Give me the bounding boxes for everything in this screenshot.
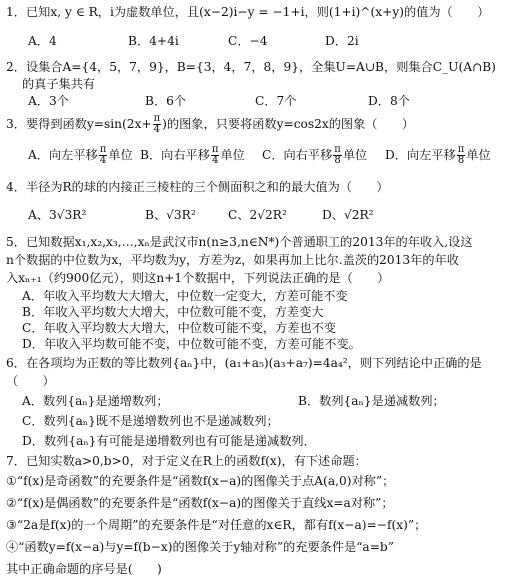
q1-option-d: D．2i bbox=[325, 34, 359, 48]
q7-item-2: ②“f(x)是偶函数”的充要条件是“函数f(x−a)的图像关于直线x=a对称”； bbox=[6, 496, 394, 510]
q4-option-b: B、√3R² bbox=[145, 208, 196, 222]
q2-option-b: B．6个 bbox=[145, 94, 187, 108]
q3-a-post: 单位 bbox=[108, 148, 133, 162]
q4-option-c: C、2√2R² bbox=[228, 208, 287, 222]
q5-option-d: D．年收入平均数可能不变，中位数可能不变，方差可能不变。 bbox=[22, 337, 361, 351]
q2-option-c: C．7个 bbox=[255, 94, 297, 108]
q5-stem-line-3: 入xₙ₊₁（约900亿元），则这n+1个数据中，下列说法正确的是（ ） bbox=[6, 271, 390, 285]
q3-b-post: 单位 bbox=[220, 148, 245, 162]
q2-stem-cont: 的真子集共有 bbox=[22, 77, 96, 91]
q3-d-num: π bbox=[457, 144, 465, 155]
q3-c-fraction bbox=[333, 145, 342, 166]
q4-stem: 4．半径为R的球的内接正三棱柱的三个侧面积之和的最大值为（ ） bbox=[6, 180, 389, 194]
q3-b-den: 4 bbox=[212, 155, 219, 166]
q2-stem: 2．设集合A={4，5，7，9}，B={3，4，7，8，9}，全集U=A∪B，则集合C_U(A∩B) bbox=[6, 60, 496, 74]
q3-option-a bbox=[28, 145, 133, 166]
q3-a-pre: A．向左平移 bbox=[28, 148, 98, 162]
q3-c-num: π bbox=[334, 144, 341, 155]
q6-stem: 6．在各项均为正数的等比数列{aₙ}中，(a₁+a₅)(a₃+a₇)=4a₄²，则下列结论中正确的是 bbox=[6, 356, 482, 370]
q3-stem-part-b: )的图象，只要将函数y=cos2x的图象（ ） bbox=[162, 117, 415, 131]
q5-stem-line-1: 5．已知数据x₁,x₂,x₃,…,xₙ是武汉市n(n≥3,n∈N*)个普通职工的2013年的年收入,设这 bbox=[6, 235, 473, 249]
q5-option-c: C．年收入平均数大大增大，中位数可能不变，方差也不变 bbox=[22, 321, 337, 335]
q3-stem-frac-num: π bbox=[153, 113, 161, 124]
q7-stem: 7．已知实数a>0,b>0，对于定义在R上的函数f(x)，有下述命题： bbox=[6, 454, 367, 468]
q3-c-pre: C．向右平移 bbox=[262, 148, 333, 162]
q5-option-b: B．年收入平均数大大增大，中位数可能不变，方差变大 bbox=[22, 305, 324, 319]
q2-option-a: A．3个 bbox=[28, 94, 69, 108]
q3-b-fraction bbox=[211, 145, 220, 166]
q6-option-b: B．数列{aₙ}是递减数列； bbox=[298, 394, 445, 408]
q7-tail: 其中正确命题的序号是( ) bbox=[6, 562, 162, 576]
q3-b-num: π bbox=[211, 144, 219, 155]
q1-option-c: C．−4 bbox=[228, 34, 268, 48]
q3-stem-frac-den: 4 bbox=[153, 124, 161, 135]
q3-option-d bbox=[385, 145, 491, 166]
q3-d-post: 单位 bbox=[466, 148, 491, 162]
q3-b-pre: B．向右平移 bbox=[140, 148, 210, 162]
q3-a-num: π bbox=[99, 144, 107, 155]
q3-a-fraction bbox=[99, 145, 108, 166]
q5-option-a: A．年收入平均数大大增大，中位数一定变大，方差可能不变 bbox=[22, 289, 348, 303]
q6-option-a: A．数列{aₙ}是递增数列； bbox=[22, 394, 169, 408]
q3-c-den: 8 bbox=[334, 155, 341, 166]
q7-item-1: ①“f(x)是奇函数”的充要条件是“函数f(x−a)的图像关于点A(a,0)对称”； bbox=[6, 474, 395, 488]
q3-stem bbox=[6, 114, 414, 135]
q1-option-a: A．4 bbox=[28, 34, 57, 48]
q3-d-fraction bbox=[457, 145, 466, 166]
q3-stem-part-a: 3．要得到函数y=sin(2x+ bbox=[6, 117, 152, 131]
q4-option-d: D、√2R² bbox=[322, 208, 374, 222]
q6-option-c: C．数列{aₙ}既不是递增数列也不是递减数列； bbox=[22, 414, 279, 428]
q4-option-a: A、3√3R² bbox=[28, 208, 87, 222]
q7-item-4: ④“函数y=f(x−a)与y=f(b−x)的图像关于y轴对称”的充要条件是“a=b” bbox=[6, 540, 394, 554]
q5-stem-line-2: n个数据的中位数为x，平均数为y，方差为z，如果再加上比尔.盖茨的2013年的年收 bbox=[6, 253, 459, 267]
q1-stem: 1．已知x, y ∈ R，i为虚数单位，且(x−2)i−y = −1+i，则(1+i)^(x+y)的值为（ ） bbox=[6, 5, 490, 19]
q7-item-3: ③“2a是f(x)的一个周期”的充要条件是“对任意的x∈R，都有f(x−a)=−f(x)”； bbox=[6, 518, 427, 532]
q6-stem-cont: （ ） bbox=[6, 374, 55, 388]
q1-option-b: B．4+4i bbox=[128, 34, 179, 48]
q3-a-den: 4 bbox=[99, 155, 107, 166]
q3-option-b bbox=[140, 145, 245, 166]
q2-option-d: D．8个 bbox=[368, 94, 410, 108]
q3-d-pre: D．向左平移 bbox=[385, 148, 456, 162]
q3-option-c bbox=[262, 145, 367, 166]
q3-d-den: 8 bbox=[457, 155, 465, 166]
q3-stem-fraction bbox=[153, 114, 162, 135]
q6-option-d: D．数列{aₙ}有可能是递增数列也有可能是递减数列． bbox=[22, 434, 316, 448]
q3-c-post: 单位 bbox=[342, 148, 368, 162]
